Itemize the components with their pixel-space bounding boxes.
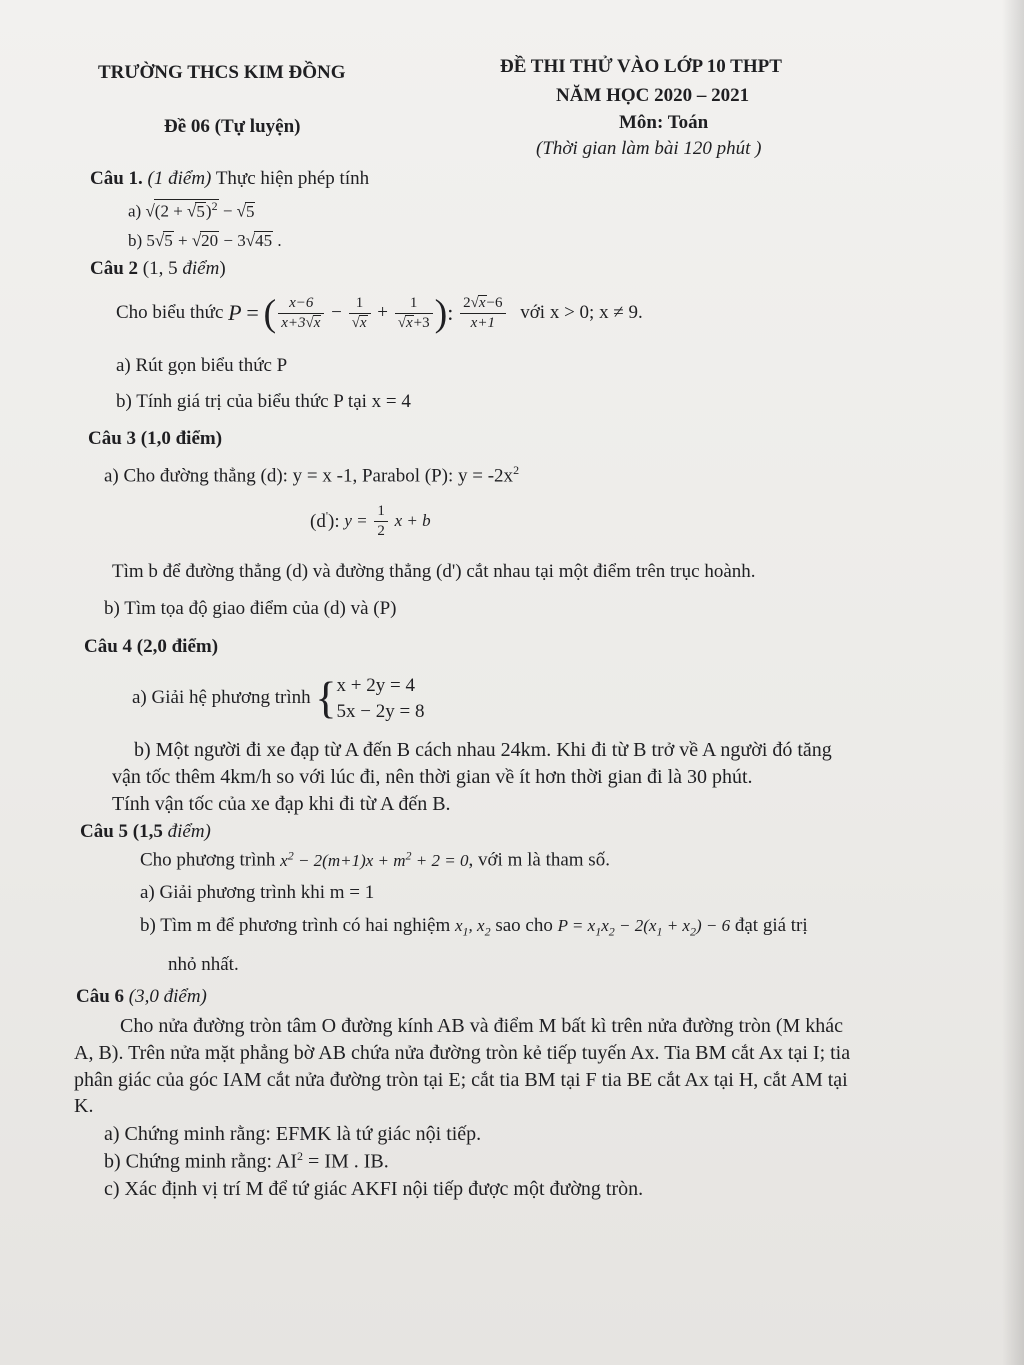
q6-text-line3: phân giác của góc IAM cắt nửa đường tròn tại E; cắt tia BM tại F tia BE cắt Ax tại H, cắt AM tại	[74, 1069, 848, 1091]
q4a-prefix: a) Giải hệ phương trình	[132, 687, 311, 709]
q3a-prefix: a) Cho đường thẳng (d): y = x -1, Parabol (P): y = -2x	[104, 465, 514, 487]
q5b-line2: nhỏ nhất.	[168, 954, 239, 975]
q6-text-line1: Cho nửa đường tròn tâm O đường kính AB và điểm M bất kì trên nửa đường tròn (M khác	[120, 1015, 844, 1037]
question-4-heading: Câu 4 (2,0 điểm)	[84, 636, 219, 657]
q2b-text: b) Tính giá trị của biểu thức P tại x = 4	[116, 391, 411, 412]
school-name: TRƯỜNG THCS KIM ĐỒNG	[98, 62, 346, 83]
school-year: NĂM HỌC 2020 – 2021	[556, 85, 750, 106]
paper-shadow	[1002, 0, 1024, 1365]
q1a-expression: a) $√(2 + √5)^2 - √5$	[128, 199, 255, 221]
q5-points-unit: điểm)	[167, 821, 211, 842]
q1b-expression: b) 5√5 + √20 − 3√45 .	[128, 231, 282, 250]
question-2-heading	[90, 258, 226, 281]
q4b-line1: b) Một người đi xe đạp từ A đến B cách nhau 24km. Khi đi từ B trở về A người đó tăng	[134, 739, 832, 761]
q6-label: Câu 6	[76, 986, 125, 1007]
q6b-prefix: b) Chứng minh rằng: AI	[104, 1150, 298, 1173]
q5b-line1: b) Tìm m để phương trình có hai nghiệm $x_1$, $x_2$ sao cho $P = x_1x_2 - 2(x_1 + x_2) - 6$ đạt giá trị	[140, 915, 808, 939]
q3-find-b: Tìm b để đường thẳng (d) và đường thẳng (d') cắt nhau tại một điểm trên trục hoành.	[112, 561, 756, 582]
q2a-text: a) Rút gọn biểu thức P	[116, 355, 288, 376]
q5-param-text: , với m là tham số.	[468, 849, 610, 871]
subject: Môn: Toán	[619, 112, 709, 133]
q6-text-line2: A, B). Trên nửa mặt phẳng bờ AB chứa nửa đường tròn kẻ tiếp tuyến Ax. Tia BM cắt Ax tại I; tia	[74, 1042, 851, 1064]
q3b-text: b) Tìm tọa độ giao điểm của (d) và (P)	[104, 598, 397, 619]
q5b-mid: sao cho	[495, 915, 553, 936]
q2-condition: với x > 0; x ≠ 9.	[520, 301, 643, 323]
q1-label: Câu 1.	[90, 168, 143, 189]
q6b-text: b) Chứng minh rằng: $AI^2$ = IM . IB.	[104, 1149, 389, 1173]
time-allowed: (Thời gian làm bài 120 phút )	[536, 138, 762, 159]
question-6-heading	[76, 986, 207, 1009]
q6-text-line4: K.	[74, 1095, 94, 1117]
q4a-system: a) Giải hệ phương trình {x + 2y = 4 5x − 2y = 8	[132, 673, 425, 723]
question-1-heading	[90, 168, 369, 191]
q5b-suffix: đạt giá trị	[734, 915, 808, 936]
q6c-text: c) Xác định vị trí M để tứ giác AKFI nội tiếp được một đường tròn.	[104, 1178, 644, 1200]
q4-eq2: 5x − 2y = 8	[336, 700, 425, 722]
q6a-text: a) Chứng minh rằng: EFMK là tứ giác nội tiếp.	[104, 1123, 482, 1145]
q1-points: (1 điểm)	[147, 168, 212, 189]
q5b-prefix: b) Tìm m để phương trình có hai nghiệm	[140, 915, 451, 936]
q2-points-close: )	[219, 258, 226, 279]
q6-points: (3,0 điểm)	[128, 986, 207, 1007]
question-3-heading: Câu 3 (1,0 điểm)	[88, 428, 223, 449]
q2-intro: Cho biểu thức	[116, 301, 224, 323]
q5a-text: a) Giải phương trình khi m = 1	[140, 882, 375, 903]
q2-expression: Cho biểu thức P = ( $\frac{x-6}{x+3√x}$ − $\frac{1}{√x}$ + $\frac{1}{√x+3}$ ): $\frac{2√x-6}{x+1}$ với x > 0; x ≠ 9.	[116, 292, 643, 335]
exam-number: Đề 06 (Tự luyện)	[164, 116, 301, 137]
q2-points-open: (1, 5	[142, 258, 183, 279]
question-5-heading	[80, 821, 211, 844]
q1-instruction: Thực hiện phép tính	[215, 168, 370, 189]
exam-title: ĐỀ THI THỬ VÀO LỚP 10 THPT	[500, 56, 782, 77]
q5-label: Câu 5 (1,5	[80, 821, 163, 842]
q4b-line2: vận tốc thêm 4km/h so với lúc đi, nên thời gian về ít hơn thời gian đi là 30 phút.	[112, 766, 753, 788]
q6b-suffix: = IM . IB.	[303, 1150, 389, 1173]
q3a-text: a) Cho đường thẳng (d): y = x -1, Parabol (P): $y = -2x^2$	[104, 463, 520, 487]
q5-equation: Cho phương trình $x^2 - 2(m+1)x + m^2 + 2 = 0$, với m là tham số.	[140, 848, 610, 871]
q2-label: Câu 2	[90, 258, 139, 279]
q3-line-d-prime: (d'): y = $\frac{1}{2}$ x + b	[310, 503, 431, 539]
q2-points-unit: điểm	[182, 258, 220, 279]
q4-eq1: x + 2y = 4	[336, 675, 415, 696]
q4b-line3: Tính vận tốc của xe đạp khi đi từ A đến B.	[112, 793, 451, 815]
q5-intro: Cho phương trình	[140, 849, 276, 871]
